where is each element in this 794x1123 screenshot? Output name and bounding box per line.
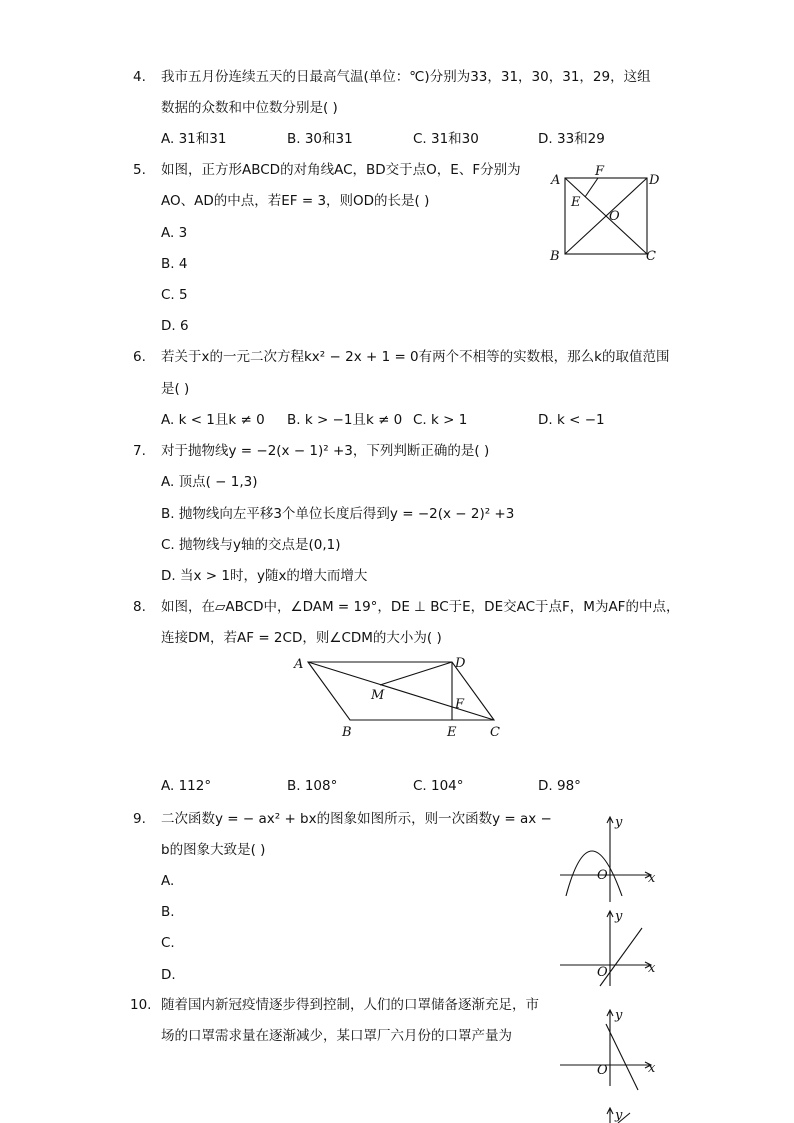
label-e: E [447,725,457,740]
option-b-graph [558,1006,668,1086]
option-c[interactable]: C. 5 [161,287,188,303]
option-b[interactable]: B. 4 [161,256,188,272]
y-axis-label: y [615,815,623,830]
option-d[interactable]: D. 33和29 [538,131,605,147]
option-a[interactable]: A. [161,873,175,889]
label-f: F [595,164,605,179]
option-a[interactable]: A. 31和31 [161,131,227,147]
y-axis-label: y [615,1108,623,1123]
option-b[interactable]: B. 30和31 [287,131,353,147]
option-c[interactable]: C. 104° [413,778,464,794]
option-c[interactable]: C. k > 1 [413,412,468,428]
question-text: 是( ) [161,381,190,397]
question-number: 7. [133,443,146,459]
option-d[interactable]: D. 当x > 1时，y随x的增大而增大 [161,568,368,584]
option-d[interactable]: D. 98° [538,778,581,794]
option-a-graph [558,908,668,988]
question-text: 若关于x的一元二次方程kx² − 2x + 1 = 0有两个不相等的实数根，那么k的取值范围 [161,349,670,365]
option-a[interactable]: A. 顶点( − 1,3) [161,474,258,490]
label-b: B [550,249,560,264]
option-d[interactable]: D. k < −1 [538,412,605,428]
question-number: 6. [133,349,146,365]
question-number: 9. [133,811,146,827]
label-o: O [609,209,620,224]
square-figure [545,160,665,270]
parallelogram-figure [290,652,510,744]
x-axis-label: x [648,871,656,886]
option-d[interactable]: D. 6 [161,318,189,334]
question-text: 二次函数y = − ax² + bx的图象如图所示，则一次函数y = ax − [161,811,552,827]
origin-label: O [597,1063,608,1078]
label-d: D [455,656,466,671]
question-text: 我市五月份连续五天的日最高气温(单位：℃)分别为33，31，30，31，29，这组 [161,69,651,85]
question-number: 4. [133,69,146,85]
parabola-graph [558,812,668,904]
label-m: M [371,688,385,703]
option-d[interactable]: D. [161,967,176,983]
origin-label: O [597,965,608,980]
label-f: F [455,697,465,712]
y-axis-label: y [615,1008,623,1023]
question-number: 5. [133,162,146,178]
question-text: 如图，在▱ABCD中，∠DAM = 19°，DE ⊥ BC于E，DE交AC于点F，M为AF的中点， [161,599,680,615]
label-a: A [294,657,304,672]
option-a[interactable]: A. 3 [161,225,188,241]
segment-dm [380,662,452,685]
question-number: 10. [130,997,152,1013]
parabola-curve [566,851,622,896]
option-b[interactable]: B. k > −1且k ≠ 0 [287,412,403,428]
x-axis-label: x [648,961,656,976]
option-c[interactable]: C. 31和30 [413,131,479,147]
option-b[interactable]: B. 108° [287,778,338,794]
option-a[interactable]: A. 112° [161,778,212,794]
question-text: 连接DM，若AF = 2CD，则∠CDM的大小为( ) [161,630,442,646]
question-text: 对于抛物线y = −2(x − 1)² +3，下列判断正确的是( ) [161,443,490,459]
question-text: 数据的众数和中位数分别是( ) [161,100,338,116]
label-b: B [342,725,352,740]
origin-label: O [597,868,608,883]
question-text: 场的口罩需求量在逐渐减少，某口罩厂六月份的口罩产量为 [161,1028,512,1044]
label-c: C [646,249,656,264]
option-b[interactable]: B. [161,904,175,920]
question-text: 如图，正方形ABCD的对角线AC，BD交于点O，E、F分别为 [161,162,521,178]
label-d: D [649,173,660,188]
x-axis-label: x [648,1061,656,1076]
option-a[interactable]: A. k < 1且k ≠ 0 [161,412,265,428]
question-text: AO、AD的中点，若EF = 3，则OD的长是( ) [161,193,430,209]
graph-line [606,1024,638,1090]
option-c[interactable]: C. [161,935,175,951]
segment-ac [308,662,494,720]
label-e: E [571,195,581,210]
label-c: C [490,725,500,740]
question-text: b的图象大致是( ) [161,842,266,858]
option-c[interactable]: C. 抛物线与y轴的交点是(0,1) [161,537,341,553]
y-axis-label: y [615,909,623,924]
label-a: A [551,173,561,188]
option-b[interactable]: B. 抛物线向左平移3个单位长度后得到y = −2(x − 2)² +3 [161,506,515,522]
question-number: 8. [133,599,146,615]
segment-ef [585,178,598,197]
option-c-graph [558,1100,668,1123]
question-text: 随着国内新冠疫情逐步得到控制，人们的口罩储备逐渐充足，市 [161,997,539,1013]
